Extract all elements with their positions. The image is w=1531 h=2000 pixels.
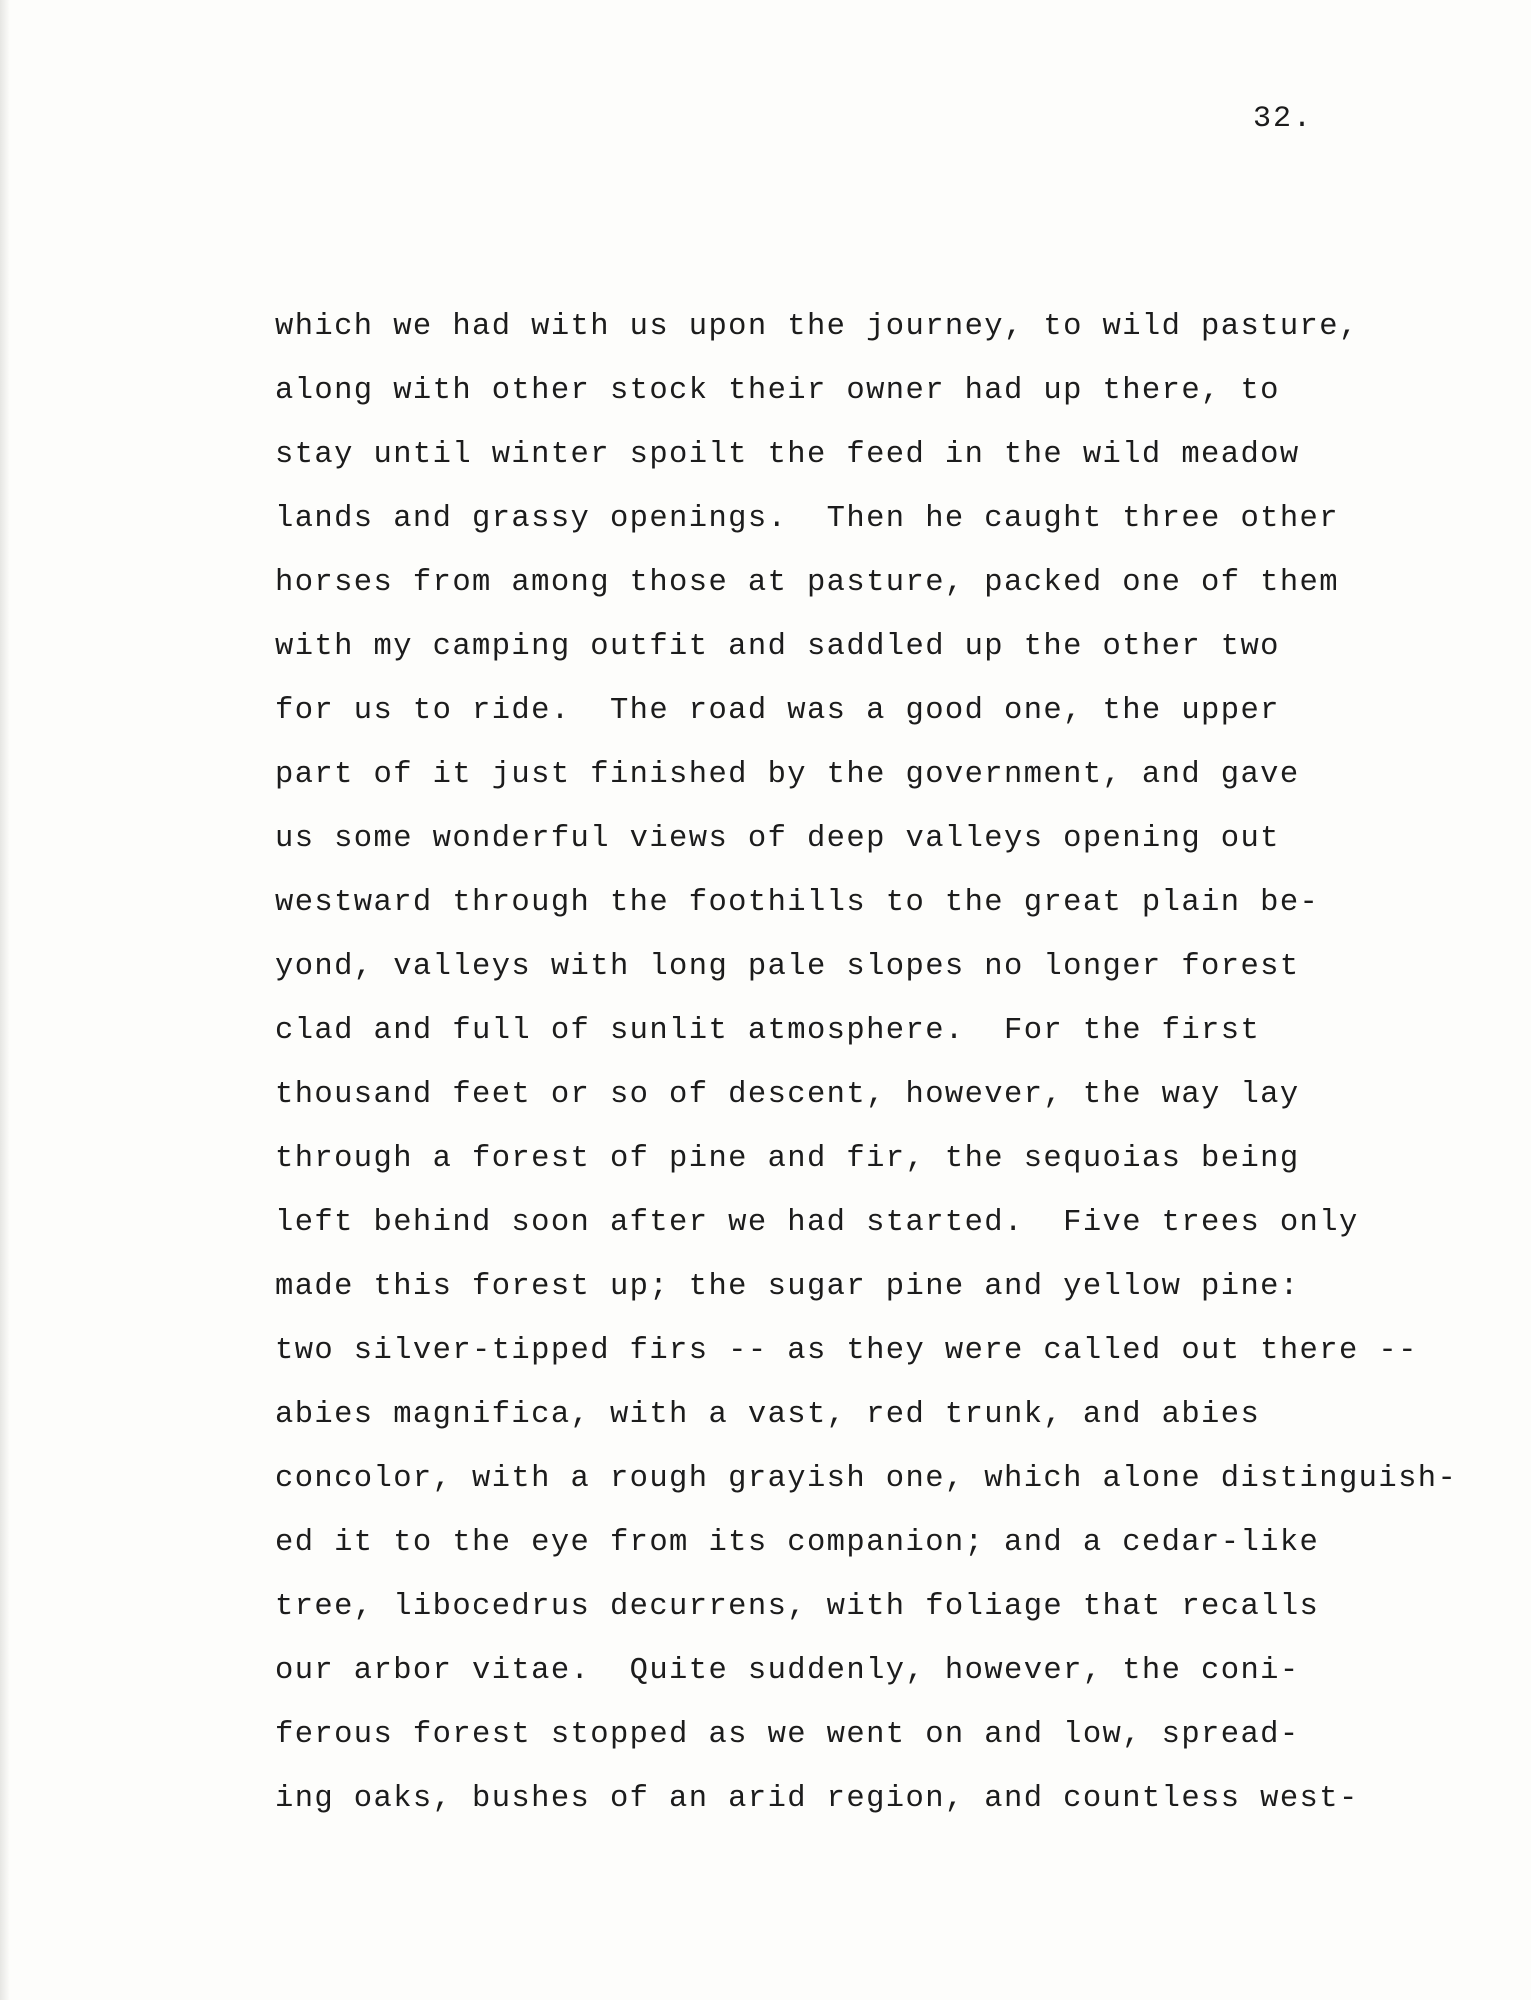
text-line: concolor, with a rough grayish one, which alone distinguish- — [275, 1462, 1458, 1496]
text-line: westward through the foothills to the great plain be- — [275, 886, 1320, 920]
text-line: us some wonderful views of deep valleys opening out — [275, 822, 1280, 856]
text-line: made this forest up; the sugar pine and yellow pine: — [275, 1270, 1300, 1304]
text-line: ed it to the eye from its companion; and a cedar-like — [275, 1526, 1320, 1560]
text-line: which we had with us upon the journey, to wild pasture, — [275, 310, 1359, 344]
text-line: two silver-tipped firs -- as they were called out there -- — [275, 1334, 1418, 1368]
text-line: horses from among those at pasture, packed one of them — [275, 566, 1339, 600]
text-line: yond, valleys with long pale slopes no longer forest — [275, 950, 1300, 984]
text-line: for us to ride. The road was a good one, the upper — [275, 694, 1280, 728]
text-line: our arbor vitae. Quite suddenly, however, the coni- — [275, 1654, 1300, 1688]
text-line: thousand feet or so of descent, however, the way lay — [275, 1078, 1300, 1112]
page-number: 32. — [1253, 102, 1314, 136]
text-line: ing oaks, bushes of an arid region, and countless west- — [275, 1782, 1359, 1816]
text-line: left behind soon after we had started. Five trees only — [275, 1206, 1359, 1240]
text-line: clad and full of sunlit atmosphere. For the first — [275, 1014, 1261, 1048]
text-line: lands and grassy openings. Then he caught three other — [275, 502, 1339, 536]
text-line: abies magnifica, with a vast, red trunk, and abies — [275, 1398, 1261, 1432]
text-line: through a forest of pine and fir, the sequoias being — [275, 1142, 1300, 1176]
text-line: part of it just finished by the government, and gave — [275, 758, 1300, 792]
text-line: along with other stock their owner had up there, to — [275, 374, 1280, 408]
text-line: tree, libocedrus decurrens, with foliage that recalls — [275, 1590, 1320, 1624]
text-line: with my camping outfit and saddled up the other two — [275, 630, 1280, 664]
text-line: stay until winter spoilt the feed in the wild meadow — [275, 438, 1300, 472]
text-line: ferous forest stopped as we went on and low, spread- — [275, 1718, 1300, 1752]
body-text — [275, 295, 1457, 1831]
